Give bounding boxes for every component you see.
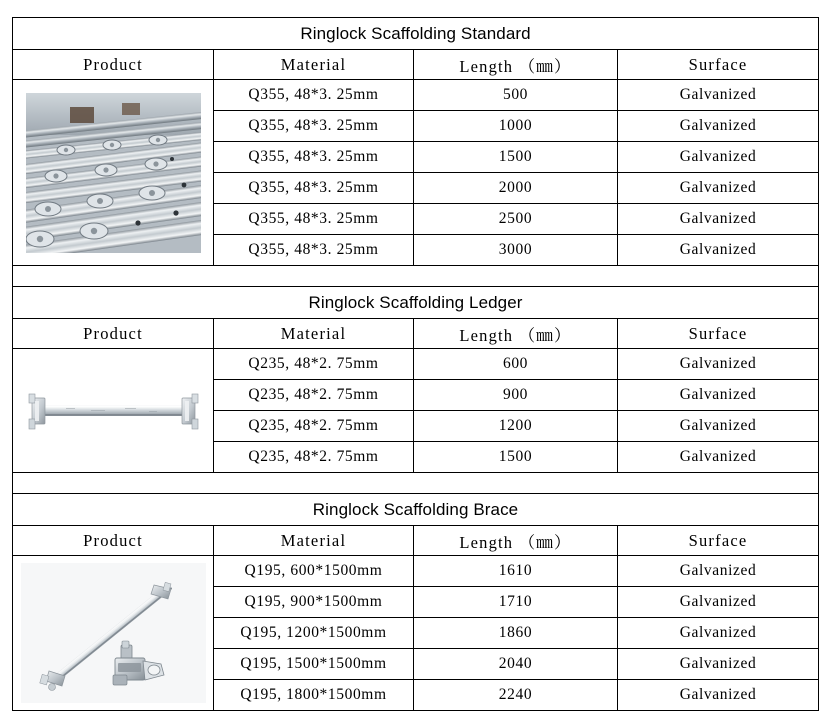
- cell-surface: Galvanized: [618, 80, 819, 111]
- cell-length: 500: [414, 80, 618, 111]
- cell-length: 600: [414, 349, 618, 380]
- brace-illustration: [21, 563, 206, 703]
- table-row: [13, 349, 819, 380]
- column-header-length: Length （㎜）: [414, 526, 618, 556]
- cell-surface: Galvanized: [618, 204, 819, 235]
- cell-surface: Galvanized: [618, 618, 819, 649]
- column-header-material: Material: [214, 319, 414, 349]
- table-row: [13, 80, 819, 111]
- cell-surface: Galvanized: [618, 411, 819, 442]
- cell-length: 1860: [414, 618, 618, 649]
- cell-length: 1000: [414, 111, 618, 142]
- cell-material: Q235, 48*2. 75mm: [214, 349, 414, 380]
- spacer-cell: [13, 473, 819, 494]
- cell-surface: Galvanized: [618, 380, 819, 411]
- cell-length: 1500: [414, 142, 618, 173]
- cell-surface: Galvanized: [618, 587, 819, 618]
- section-title-row: [13, 287, 819, 319]
- ringlock-ledger-photo: [13, 356, 213, 466]
- cell-material: Q195, 1200*1500mm: [214, 618, 414, 649]
- cell-material: Q355, 48*3. 25mm: [214, 204, 414, 235]
- section-spacer: [13, 473, 819, 494]
- cell-length: 2000: [414, 173, 618, 204]
- cell-material: Q235, 48*2. 75mm: [214, 442, 414, 473]
- cell-material: Q195, 900*1500mm: [214, 587, 414, 618]
- column-header-row: [13, 319, 819, 349]
- spacer-cell: [13, 266, 819, 287]
- cell-surface: Galvanized: [618, 680, 819, 711]
- column-header-row: [13, 526, 819, 556]
- cell-surface: Galvanized: [618, 349, 819, 380]
- column-header-surface: Surface: [618, 319, 819, 349]
- product-image-cell-brace: [13, 556, 214, 711]
- column-header-product: Product: [13, 50, 214, 80]
- column-header-product: Product: [13, 319, 214, 349]
- column-header-row: [13, 50, 819, 80]
- cell-surface: Galvanized: [618, 173, 819, 204]
- cell-material: Q355, 48*3. 25mm: [214, 235, 414, 266]
- column-header-length: Length （㎜）: [414, 50, 618, 80]
- ledger-illustration: [21, 356, 206, 466]
- cell-length: 2040: [414, 649, 618, 680]
- cell-material: Q195, 1800*1500mm: [214, 680, 414, 711]
- section-title-ledger: Ringlock Scaffolding Ledger: [13, 287, 819, 319]
- cell-length: 2500: [414, 204, 618, 235]
- table-row: [13, 556, 819, 587]
- ringlock-standard-stack-photo: [13, 93, 213, 253]
- cell-material: Q235, 48*2. 75mm: [214, 411, 414, 442]
- cell-surface: Galvanized: [618, 442, 819, 473]
- section-title-row: [13, 18, 819, 50]
- cell-material: Q355, 48*3. 25mm: [214, 142, 414, 173]
- column-header-surface: Surface: [618, 50, 819, 80]
- section-title-row: [13, 494, 819, 526]
- cell-length: 2240: [414, 680, 618, 711]
- product-image-cell-ledger: [13, 349, 214, 473]
- cell-length: 1200: [414, 411, 618, 442]
- cell-length: 1610: [414, 556, 618, 587]
- cell-length: 1500: [414, 442, 618, 473]
- section-title-standard: Ringlock Scaffolding Standard: [13, 18, 819, 50]
- cell-material: Q355, 48*3. 25mm: [214, 173, 414, 204]
- cell-length: 1710: [414, 587, 618, 618]
- section-spacer: [13, 266, 819, 287]
- ringlock-specification-table: [12, 17, 819, 711]
- cell-surface: Galvanized: [618, 556, 819, 587]
- cell-material: Q355, 48*3. 25mm: [214, 80, 414, 111]
- cell-surface: Galvanized: [618, 142, 819, 173]
- column-header-material: Material: [214, 50, 414, 80]
- cell-material: Q235, 48*2. 75mm: [214, 380, 414, 411]
- section-title-brace: Ringlock Scaffolding Brace: [13, 494, 819, 526]
- column-header-material: Material: [214, 526, 414, 556]
- standard-stack-illustration: [26, 93, 201, 253]
- cell-material: Q195, 1500*1500mm: [214, 649, 414, 680]
- column-header-surface: Surface: [618, 526, 819, 556]
- product-image-cell-standard: [13, 80, 214, 266]
- cell-material: Q195, 600*1500mm: [214, 556, 414, 587]
- column-header-length: Length （㎜）: [414, 319, 618, 349]
- cell-surface: Galvanized: [618, 111, 819, 142]
- cell-length: 3000: [414, 235, 618, 266]
- cell-surface: Galvanized: [618, 235, 819, 266]
- column-header-product: Product: [13, 526, 214, 556]
- cell-length: 900: [414, 380, 618, 411]
- cell-material: Q355, 48*3. 25mm: [214, 111, 414, 142]
- cell-surface: Galvanized: [618, 649, 819, 680]
- ringlock-brace-photo: [13, 563, 213, 703]
